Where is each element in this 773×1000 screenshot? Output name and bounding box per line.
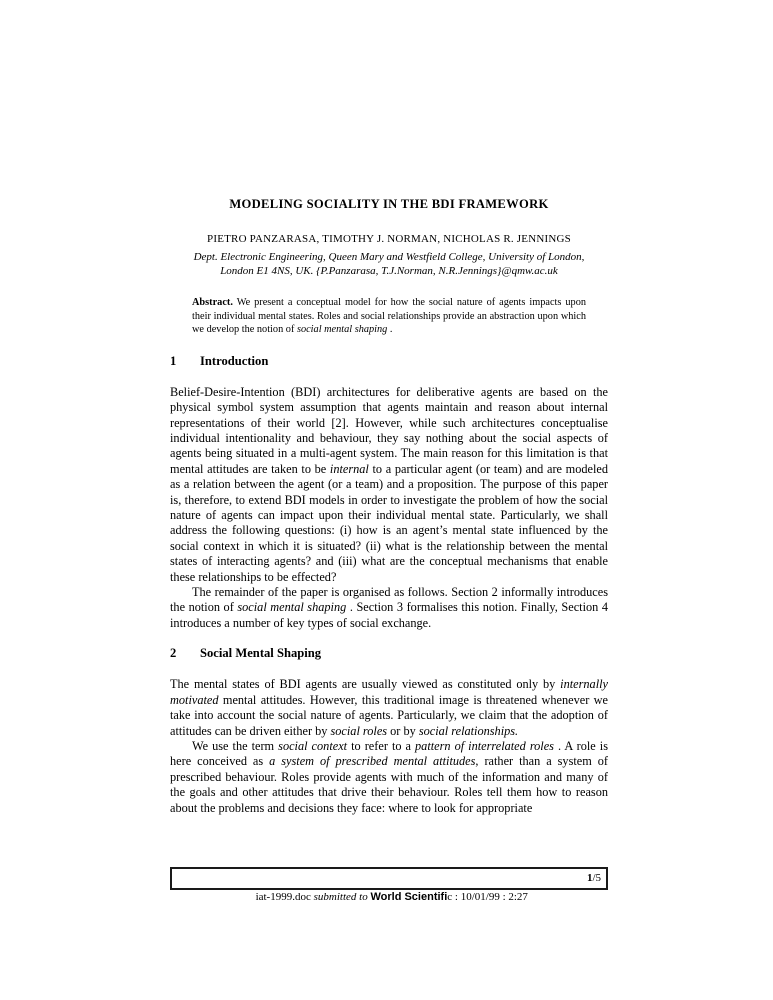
- section-1-paragraph-1: Belief-Desire-Intention (BDI) architectures for deliberative agents are based on the physical symbol system assumption that agents maintain and reason about internal representations of their world [2]. However, while such architectures conceptualise individual intentionality and behaviour, they say nothing about the social aspects of agents being situated in a multi-agent system. The main reason for this limitation is that mental attitudes are taken to be internal to a particular agent (or team) and are modeled as a relation between the agent (or a team) and a proposition. The purpose of this paper is, therefore, to extend BDI models in order to investigate the problem of how the social nature of agents can impact upon their individual mental state. Particularly, we shall address the following questions: (i) how is an agent’s mental state influenced by the social context in which it is situated? (ii) what is the relationship between the mental states of interacting agents? and (iii) what are the conceptual mechanisms that enable these relationships to be effected?: [170, 384, 608, 584]
- abstract-paragraph: Abstract. We present a conceptual model for how the social nature of agents impacts upon their individual mental states. Roles and social relationships provide an abstraction upon which we develop the notion of social mental shaping .: [192, 297, 586, 336]
- section-1-heading: [170, 354, 608, 368]
- section-2-heading: [170, 646, 608, 660]
- page-indicator: 1/5: [586, 872, 601, 884]
- footer-submission-line: iat-1999.doc submitted to World Scientific : 10/01/99 : 2:27: [255, 891, 528, 903]
- section-1-paragraph-2: The remainder of the paper is organised as follows. Section 2 informally introduces the notion of social mental shaping . Section 3 formalises this notion. Finally, Section 4 introduces a number of key types of social exchange.: [170, 585, 609, 630]
- section-2-paragraph-2: We use the term social context to refer to a pattern of interrelated roles . A role is here conceived as a system of prescribed mental attitudes, rather than a system of prescribed behaviour. Roles provide agents with much of the information and many of the goals and other attitudes that drive their behaviour. Roles tell them how to reason about the problems and decisions they face: where to look for appropriate: [170, 738, 609, 815]
- section-2-number: 2: [170, 646, 177, 661]
- section-2-title: Social Mental Shaping: [200, 646, 322, 661]
- affiliation-block: [170, 250, 608, 278]
- section-1-title: Introduction: [200, 353, 269, 368]
- affiliation-line-1: Dept. Electronic Engineering, Queen Mary and Westfield College, University of London,: [193, 251, 585, 263]
- section-1-number: 1: [170, 353, 177, 368]
- authors-line: PIETRO PANZARASA, TIMOTHY J. NORMAN, NICHOLAS R. JENNINGS: [207, 233, 571, 245]
- affiliation-line-2: London E1 4NS, UK. {P.Panzarasa, T.J.Norman, N.R.Jennings}@qmw.ac.uk: [220, 265, 558, 277]
- footer-box: [170, 867, 608, 903]
- document-body: [170, 0, 608, 816]
- section-2-paragraph-1: The mental states of BDI agents are usually viewed as constituted only by internally motivated mental attitudes. However, this traditional image is threatened whenever we take into account the social nature of agents. Particularly, we claim that the adoption of attitudes can be driven either by social roles or by social relationships.: [170, 677, 608, 738]
- paper-title: MODELING SOCIALITY IN THE BDI FRAMEWORK: [229, 197, 549, 211]
